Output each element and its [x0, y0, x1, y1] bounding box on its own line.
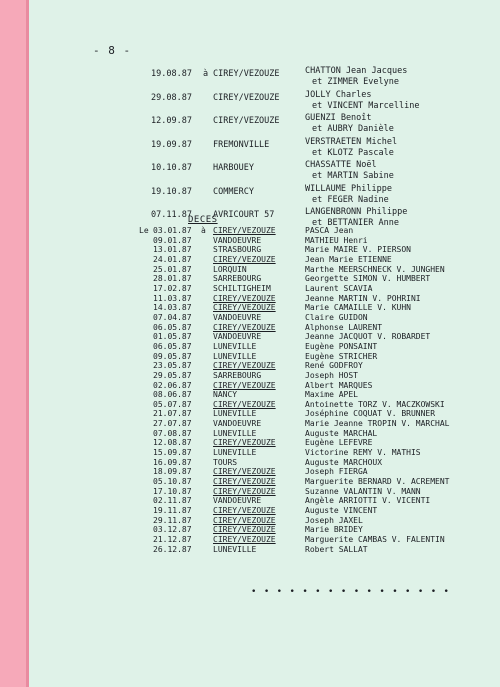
- death-name: Auguste MARCHAL: [305, 428, 378, 438]
- death-place: CIREY/VEZOUZE: [213, 535, 276, 544]
- marriage-date: 07.11.87: [151, 210, 192, 220]
- death-date: 26.12.87: [153, 544, 192, 554]
- death-entry: [29, 236, 500, 246]
- pink-binding-strip: [0, 0, 26, 687]
- death-place: CIREY/VEZOUZE: [213, 506, 276, 516]
- death-date: 19.11.87: [153, 506, 192, 516]
- death-name: Marthe MEERSCHNECK V. JUNGHEN: [305, 264, 445, 274]
- death-place: CIREY/VEZOUZE: [213, 254, 276, 264]
- death-name: Marie CAMAILLE V. KUHN: [305, 303, 411, 313]
- death-name: Albert MARQUES: [305, 380, 373, 390]
- death-place: NANCY: [213, 390, 238, 400]
- death-entry: [29, 516, 500, 526]
- marriage-spouse-2: et AUBRY Danièle: [312, 124, 394, 134]
- death-name: Suzanne VALANTIN V. MANN: [305, 486, 421, 496]
- death-entry: [29, 487, 500, 497]
- death-date: 23.05.87: [153, 361, 192, 371]
- death-name: Auguste MARCHOUX: [305, 457, 383, 467]
- death-entry: [29, 323, 500, 333]
- death-date: 17.02.87: [153, 283, 192, 293]
- marriage-spouse-2: et ZIMMER Evelyne: [312, 77, 399, 87]
- death-date: 03.12.87: [153, 525, 192, 535]
- death-date: 21.12.87: [153, 535, 192, 544]
- death-date: 11.03.87: [153, 293, 192, 303]
- death-place: CIREY/VEZOUZE: [213, 486, 276, 496]
- death-place: VANDOEUVRE: [213, 235, 262, 245]
- page-number: - 8 -: [93, 44, 132, 57]
- death-entry: [29, 294, 500, 304]
- marriage-date: 12.09.87: [151, 116, 192, 126]
- death-date: 12.08.87: [153, 438, 192, 448]
- death-date: 29.05.87: [153, 370, 192, 380]
- marriage-spouse-1: LANGENBRONN Philippe: [305, 207, 408, 217]
- death-entry: [29, 371, 500, 381]
- marriage-spouse-1: WILLAUME Philippe: [305, 183, 392, 194]
- death-name: Joseph FIERGA: [305, 467, 368, 477]
- death-date: 05.07.87: [153, 399, 192, 409]
- marriage-entry: [29, 90, 500, 114]
- death-date: 09.05.87: [153, 351, 192, 361]
- marriage-entry: [29, 113, 500, 137]
- death-place: SARREBOURG: [213, 370, 262, 380]
- death-place: CIREY/VEZOUZE: [213, 467, 276, 477]
- marriage-place: AVRICOURT 57: [213, 210, 275, 220]
- death-entry: [29, 381, 500, 391]
- death-entry: [29, 284, 500, 294]
- marriage-date: 10.10.87: [151, 163, 192, 173]
- death-name: MATHIEU Henri: [305, 235, 368, 245]
- death-entry: [29, 467, 500, 477]
- marriage-spouse-2: et VINCENT Marcelline: [312, 100, 420, 111]
- death-date: 28.01.87: [153, 274, 192, 284]
- death-place: STRASBOURG: [213, 245, 262, 255]
- death-date: 29.11.87: [153, 515, 192, 525]
- death-date: 05.10.87: [153, 477, 192, 487]
- death-place: CIREY/VEZOUZE: [213, 293, 276, 303]
- death-name: Robert SALLAT: [305, 544, 368, 554]
- marriage-entry: [29, 137, 500, 161]
- death-name: PASCA Jean: [305, 226, 354, 235]
- death-place: VANDOEUVRE: [213, 312, 262, 322]
- death-entry: [29, 255, 500, 265]
- death-entry: [29, 496, 500, 506]
- marriage-spouse-2: et KLOTZ Pascale: [312, 147, 394, 158]
- death-name: Auguste VINCENT: [305, 506, 378, 516]
- death-entry: [29, 332, 500, 342]
- death-entry: [29, 274, 500, 284]
- marriage-entry: [29, 66, 500, 90]
- death-entry: [29, 226, 500, 236]
- death-le: Le: [139, 226, 149, 235]
- marriage-spouse-1: CHATTON Jean Jacques: [305, 66, 408, 76]
- death-name: Antoinette TORZ V. MACZKOWSKI: [305, 399, 445, 409]
- death-place: CIREY/VEZOUZE: [213, 226, 276, 235]
- marriage-entry: [29, 160, 500, 184]
- death-name: Jeanne JACQUOT V. ROBARDET: [305, 332, 431, 342]
- death-name: Marie Jeanne TROPIN V. MARCHAL: [305, 419, 450, 429]
- death-date: 17.10.87: [153, 486, 192, 496]
- marriage-place: CIREY/VEZOUZE: [213, 69, 280, 79]
- death-entry: [29, 313, 500, 323]
- death-place: CIREY/VEZOUZE: [213, 515, 276, 525]
- death-entry: [29, 448, 500, 458]
- death-entry: [29, 458, 500, 468]
- death-name: Claire GUIDON: [305, 312, 368, 322]
- death-name: Eugène PONSAINT: [305, 341, 378, 351]
- death-entry: [29, 438, 500, 448]
- marriage-spouse-1: GUENZI Benoît: [305, 113, 372, 123]
- death-name: Eugène LEFEVRE: [305, 438, 373, 448]
- death-place: CIREY/VEZOUZE: [213, 438, 276, 448]
- death-place: CIREY/VEZOUZE: [213, 477, 276, 487]
- death-name: Maxime APEL: [305, 390, 358, 400]
- death-name: Alphonse LAURENT: [305, 322, 383, 332]
- death-name: Joséphine COQUAT V. BRUNNER: [305, 409, 436, 419]
- marriage-spouse-2: et MARTIN Sabine: [312, 171, 394, 181]
- death-place: VANDOEUVRE: [213, 496, 262, 506]
- death-date: 24.01.87: [153, 254, 192, 264]
- marriage-spouse-2: et FEGER Nadine: [312, 194, 389, 205]
- marriage-date: 29.08.87: [151, 92, 192, 103]
- death-name: Joseph HOST: [305, 370, 358, 380]
- death-name: Laurent SCAVIA: [305, 283, 373, 293]
- marriages-list: [29, 66, 500, 231]
- death-date: 18.09.87: [153, 467, 192, 477]
- death-date: 27.07.87: [153, 419, 192, 429]
- death-place: LUNEVILLE: [213, 341, 257, 351]
- death-name: Angèle ARRIOTTI V. VICENTI: [305, 496, 431, 506]
- marriage-date: 19.09.87: [151, 139, 192, 150]
- death-entry: [29, 545, 500, 555]
- death-name: Georgette SIMON V. HUMBERT: [305, 274, 431, 284]
- marriage-entry: [29, 184, 500, 208]
- death-place: SARREBOURG: [213, 274, 262, 284]
- death-place: CIREY/VEZOUZE: [213, 380, 276, 390]
- death-place: CIREY/VEZOUZE: [213, 525, 276, 535]
- death-name: René GODFROY: [305, 361, 363, 371]
- death-entry: [29, 303, 500, 313]
- death-entry: [29, 506, 500, 516]
- marriage-place: HARBOUEY: [213, 163, 254, 173]
- death-entry: [29, 245, 500, 255]
- death-entry: [29, 535, 500, 545]
- death-date: 07.04.87: [153, 312, 192, 322]
- death-entry: [29, 419, 500, 429]
- death-entry: [29, 361, 500, 371]
- death-entry: [29, 342, 500, 352]
- death-entry: [29, 265, 500, 275]
- death-place: CIREY/VEZOUZE: [213, 399, 276, 409]
- death-date: 08.06.87: [153, 390, 192, 400]
- death-place: LUNEVILLE: [213, 409, 257, 419]
- marriage-date: 19.08.87: [151, 69, 192, 79]
- marriage-place: CIREY/VEZOUZE: [213, 92, 280, 103]
- death-entry: [29, 429, 500, 439]
- death-entry: [29, 409, 500, 419]
- marriage-prep: à: [203, 69, 209, 79]
- death-place: CIREY/VEZOUZE: [213, 303, 276, 313]
- death-name: Marguerite CAMBAS V. FALENTIN: [305, 535, 445, 544]
- death-date: 21.07.87: [153, 409, 192, 419]
- death-name: Joseph JAXEL: [305, 515, 363, 525]
- marriage-spouse-2: et BETTANIER Anne: [312, 218, 399, 228]
- footer-dots: • • • • • • • • • • • • • • • •: [251, 587, 450, 597]
- death-place: LUNEVILLE: [213, 448, 257, 458]
- death-place: LUNEVILLE: [213, 544, 257, 554]
- death-date: 14.03.87: [153, 303, 192, 313]
- death-date: 25.01.87: [153, 264, 192, 274]
- death-date: 07.08.87: [153, 428, 192, 438]
- death-place: CIREY/VEZOUZE: [213, 361, 276, 371]
- death-date: 16.09.87: [153, 457, 192, 467]
- death-name: Jean Marie ETIENNE: [305, 254, 392, 264]
- marriage-place: FREMONVILLE: [213, 139, 270, 150]
- death-entry: [29, 477, 500, 487]
- death-date: 02.06.87: [153, 380, 192, 390]
- death-date: 01.05.87: [153, 332, 192, 342]
- death-prep: à: [201, 226, 206, 235]
- death-place: LUNEVILLE: [213, 351, 257, 361]
- death-place: VANDOEUVRE: [213, 419, 262, 429]
- death-name: Marie MAIRE V. PIERSON: [305, 245, 411, 255]
- death-date: 06.05.87: [153, 341, 192, 351]
- marriage-place: CIREY/VEZOUZE: [213, 116, 280, 126]
- death-name: Marguerite BERNARD V. ACREMENT: [305, 477, 450, 487]
- death-place: VANDOEUVRE: [213, 332, 262, 342]
- death-place: LUNEVILLE: [213, 428, 257, 438]
- death-date: 06.05.87: [153, 322, 192, 332]
- death-entry: [29, 525, 500, 535]
- death-date: 13.01.87: [153, 245, 192, 255]
- marriage-place: COMMERCY: [213, 186, 254, 197]
- death-entry: [29, 352, 500, 362]
- deces-heading: DECES: [188, 215, 218, 225]
- death-date: 15.09.87: [153, 448, 192, 458]
- marriage-spouse-1: JOLLY Charles: [305, 89, 372, 100]
- marriage-spouse-1: VERSTRAETEN Michel: [305, 136, 398, 147]
- marriage-spouse-1: CHASSATTE Noël: [305, 160, 377, 170]
- death-place: LORQUIN: [213, 264, 247, 274]
- death-place: TOURS: [213, 457, 238, 467]
- death-name: Jeanne MARTIN V. POHRINI: [305, 293, 421, 303]
- death-date: 09.01.87: [153, 235, 192, 245]
- death-date: 03.01.87: [153, 226, 192, 235]
- deaths-list: [29, 226, 500, 554]
- death-place: CIREY/VEZOUZE: [213, 322, 276, 332]
- death-name: Victorine REMY V. MATHIS: [305, 448, 421, 458]
- death-place: SCHILTIGHEIM: [213, 283, 271, 293]
- document-page: [29, 0, 500, 687]
- death-name: Eugène STRICHER: [305, 351, 378, 361]
- death-entry: [29, 390, 500, 400]
- death-date: 02.11.87: [153, 496, 192, 506]
- marriage-date: 19.10.87: [151, 186, 192, 197]
- death-name: Marie BRIDEY: [305, 525, 363, 535]
